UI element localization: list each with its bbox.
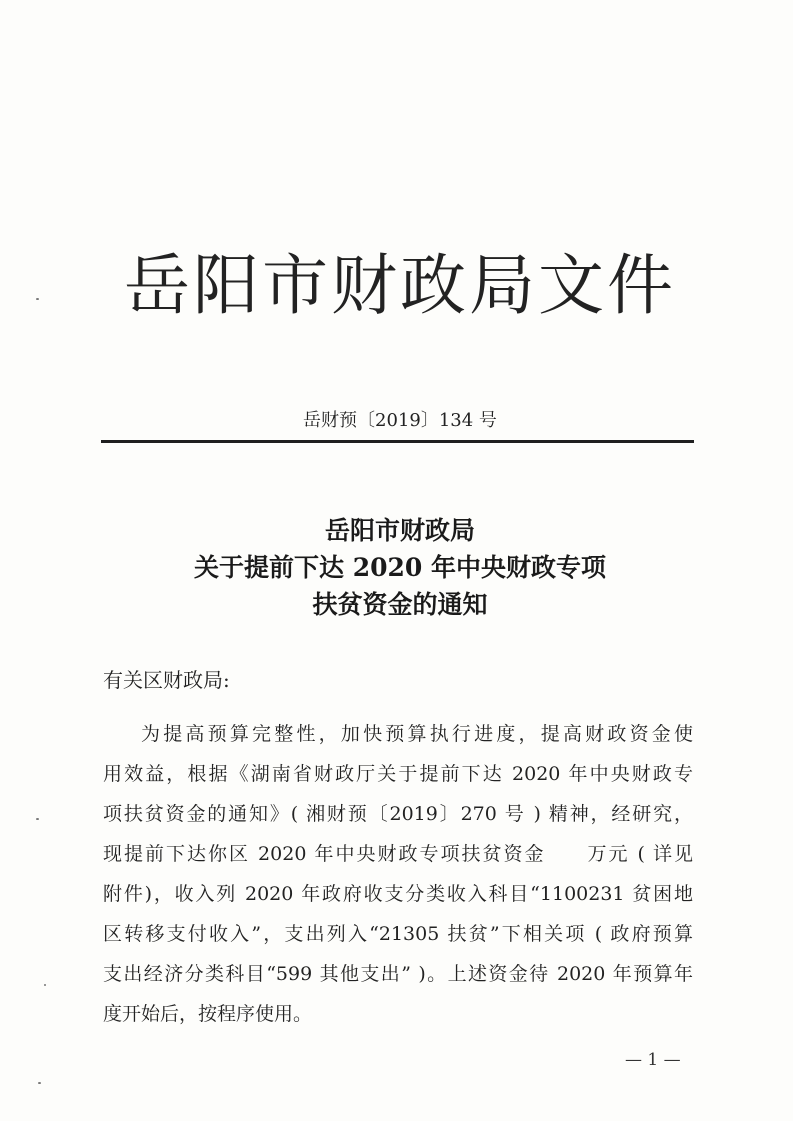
notice-title-line: 岳阳市财政局 — [324, 516, 475, 545]
scan-speck — [38, 1082, 41, 1084]
notice-title — [100, 512, 700, 623]
salutation: 有关区财政局: — [103, 668, 230, 692]
document-number: 岳财预〔2019〕134 号 — [303, 410, 497, 431]
header-divider — [101, 440, 694, 443]
page-number: — 1 — — [625, 1050, 681, 1070]
notice-title-line: 关于提前下达 2020 年中央财政专项 — [194, 553, 606, 582]
body-line: 项扶贫资金的通知》( 湘财预〔2019〕270 号 ) 精神，经研究， — [103, 803, 693, 825]
body-line: 现提前下达你区 2020 年中央财政专项扶贫资金 万元 ( 详见 — [103, 843, 693, 865]
header-title: 岳阳市财政局文件 — [124, 247, 676, 324]
body-line: 为提高预算完整性，加快预算执行进度，提高财政资金使 — [141, 723, 693, 745]
scan-speck — [36, 298, 39, 300]
body-line: 用效益，根据《湖南省财政厅关于提前下达 2020 年中央财政专 — [103, 763, 693, 785]
notice-title-line: 扶贫资金的通知 — [312, 590, 488, 619]
scan-speck — [36, 818, 39, 820]
body-line: 度开始后，按程序使用。 — [103, 1003, 313, 1025]
body-line: 支出经济分类科目“599 其他支出” )。上述资金待 2020 年预算年 — [103, 963, 693, 985]
body-paragraph — [103, 714, 693, 1034]
body-line: 区转移支付收入”，支出列入“21305 扶贫”下相关项 ( 政府预算 — [103, 923, 693, 945]
body-line: 附件)，收入列 2020 年政府收支分类收入科目“1100231 贫困地 — [103, 883, 693, 905]
scan-speck — [44, 984, 46, 986]
